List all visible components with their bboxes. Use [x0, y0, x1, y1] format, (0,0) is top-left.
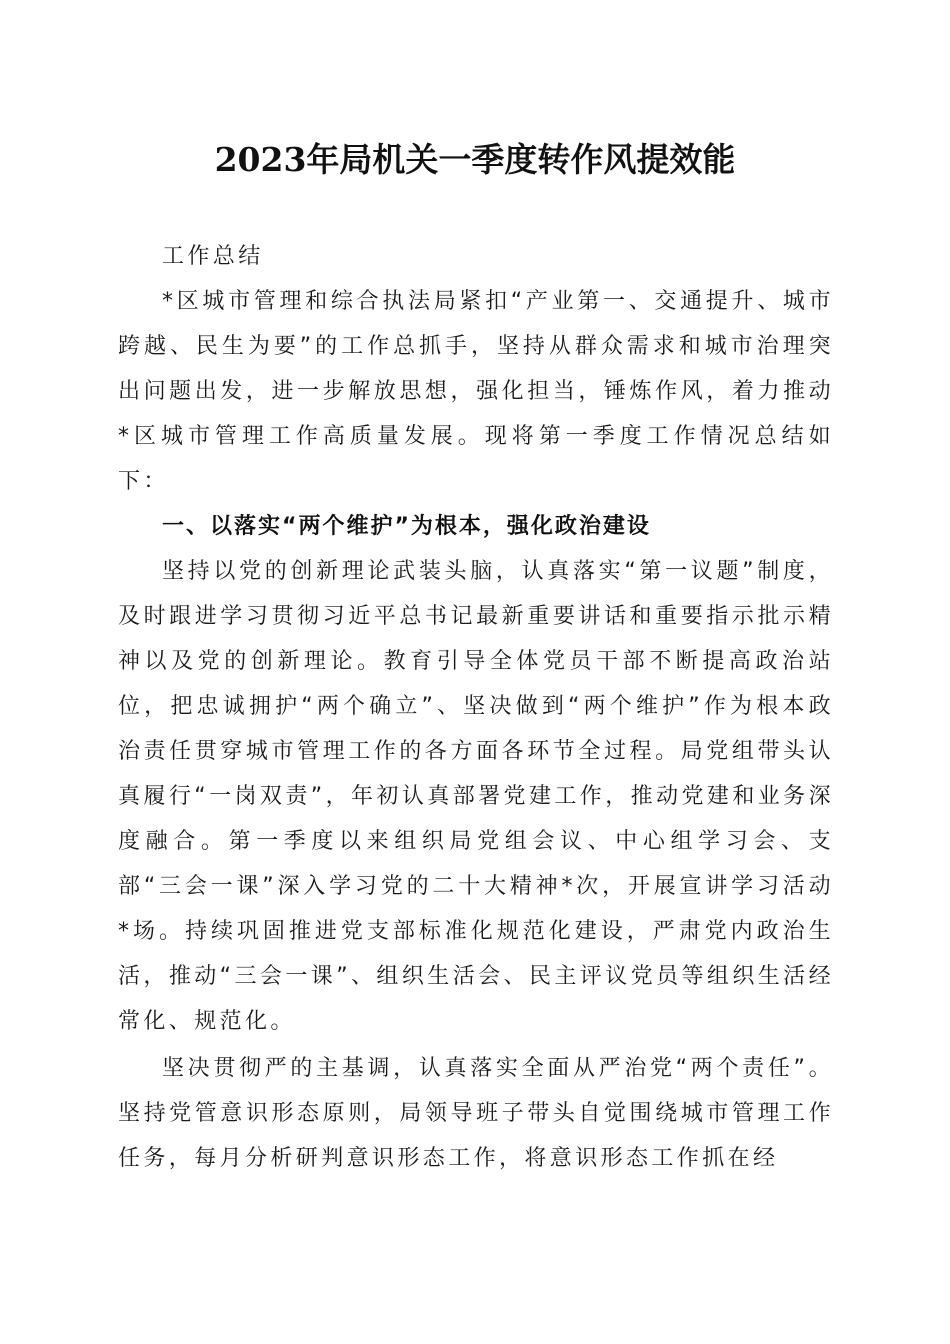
body-paragraph: 坚决贯彻严的主基调，认真落实全面从严治党“两个责任”。坚持党管意识形态原则，局领导班子带头自觉围绕城市管理工作任务，每月分析研判意识形态工作，将意识形态工作抓在经	[118, 1056, 834, 1171]
body-paragraph: 坚持以党的创新理论武装头脑，认真落实“第一议题”制度，及时跟进学习贯彻习近平总书记最新重要讲话和重要指示批示精神以及党的创新理论。教育引导全体党员干部不断提高政治站位，把忠诚拥护“两个确立”、坚决做到“两个维护”作为根本政治责任贯穿城市管理工作的各方面各环节全过程。局党组带头认真履行“一岗双责”，年初认真部署党建工作，推动党建和业务深度融合。第一季度以来组织局党组会议、中心组学习会、支部“三会一课”深入学习党的二十大精神*次，开展宣讲学习活动*场。持续巩固推进党支部标准化规范化建设，严肃党内政治生活，推动“三会一课”、组织生活会、民主评议党员等组织生活经常化、规范化。	[118, 559, 834, 1034]
document-subtitle: 工作总结	[162, 244, 264, 269]
intro-paragraph: *区城市管理和综合执法局紧扣“产业第一、交通提升、城市跨越、民生为要”的工作总抓手，坚持从群众需求和城市治理突出问题出发，进一步解放思想，强化担当，锤炼作风，着力推动*区城市管理工作高质量发展。现将第一季度工作情况总结如下：	[118, 289, 834, 494]
document-title: 2023年局机关一季度转作风提效能	[214, 140, 736, 179]
document-body	[118, 234, 834, 1181]
section-heading: 一、以落实“两个维护”为根本，强化政治建设	[162, 514, 651, 539]
